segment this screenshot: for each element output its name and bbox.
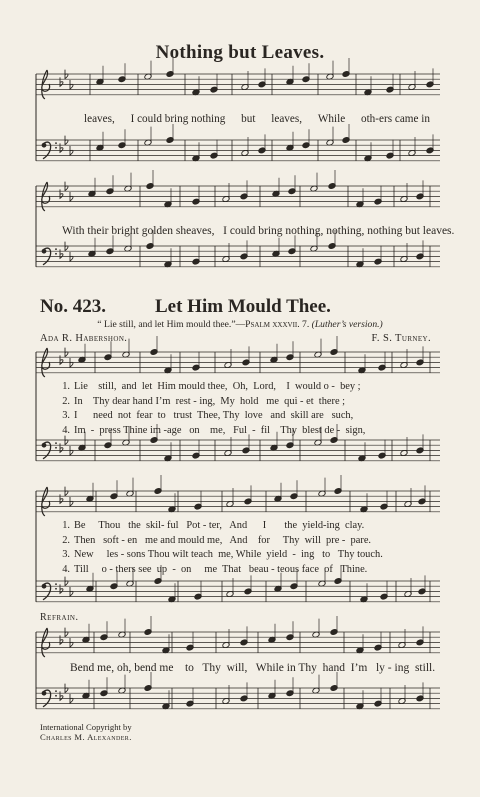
lyric-word: While — [317, 113, 346, 125]
copyright-holder: Charles M. Alexander. — [40, 732, 132, 742]
lyric-word: oth-ers came in — [360, 113, 430, 125]
flat-sign — [70, 497, 73, 506]
verse-number: 4. — [62, 563, 70, 575]
bass-clef — [42, 143, 47, 148]
bass-clef — [55, 447, 57, 449]
bass-clef — [42, 443, 47, 448]
flat-sign — [60, 249, 63, 258]
flat-sign — [65, 628, 68, 637]
flat-sign — [60, 443, 63, 452]
flat-sign — [70, 446, 73, 455]
verse-text: Im - press Thine im -age on me, Ful - fil Thy blest de - sign, — [74, 424, 366, 436]
flat-sign — [70, 252, 73, 261]
bass-clef — [55, 690, 57, 692]
verse-number: 4. — [62, 424, 70, 436]
hymn-title: Let Him Mould Thee. — [155, 296, 331, 317]
verse-line — [54, 380, 365, 395]
flat-sign — [60, 494, 63, 503]
verse-line — [54, 395, 365, 410]
flat-sign — [70, 587, 73, 596]
refrain-lyric: Bend me, oh, bend me to Thy will, While in Thy hand I’m ly - ing still. — [70, 662, 436, 674]
verse-line — [54, 424, 365, 439]
flat-sign — [65, 348, 68, 357]
flat-sign — [60, 635, 63, 644]
flat-sign — [65, 136, 68, 145]
hymn-composer: F. S. Turney. — [371, 333, 431, 344]
lyric-word: leaves, — [84, 113, 115, 125]
bass-clef — [42, 691, 47, 696]
bass-clef — [55, 588, 57, 590]
bass-clef — [55, 583, 57, 585]
verse-line — [54, 534, 383, 549]
flat-sign — [65, 577, 68, 586]
flat-sign — [70, 694, 73, 703]
verse-number: 2. — [62, 534, 70, 546]
copyright-notice — [40, 722, 132, 742]
epigraph-note: (Luther’s version.) — [311, 319, 383, 330]
hymn-epigraph — [0, 319, 480, 330]
lyric-word: I could bring nothing — [130, 113, 226, 125]
flat-sign — [65, 487, 68, 496]
bass-clef — [55, 142, 57, 144]
flat-sign — [60, 189, 63, 198]
verse-line — [54, 548, 383, 563]
verse-number: 1. — [62, 520, 70, 531]
flat-sign — [65, 70, 68, 79]
bass-clef — [55, 442, 57, 444]
flat-sign — [70, 638, 73, 647]
hymn-number: No. 423. — [40, 296, 106, 317]
verse-text: I need not fear to trust Thee, Thy love and skill are such, — [74, 410, 354, 421]
verse-text: Then soft - en me and mould me, And for Thy will pre - pare. — [74, 534, 372, 546]
bass-clef — [55, 253, 57, 255]
flat-sign — [65, 684, 68, 693]
top-hymn-lyric-line2: With their bright golden sheaves, I could bring nothing, nothing, nothing but leaves. — [62, 225, 455, 237]
verse-text: In Thy dear hand I’m rest - ing, My hold me qui - et there ; — [74, 395, 346, 407]
lyric-word: leaves, — [271, 113, 303, 125]
refrain-label: Refrain. — [40, 612, 79, 623]
flat-sign — [65, 242, 68, 251]
flat-sign — [70, 192, 73, 201]
bass-clef — [42, 584, 47, 589]
bass-clef — [55, 248, 57, 250]
system2-verses — [54, 519, 383, 577]
copyright-line: International Copyright by — [40, 722, 132, 732]
verse-line — [54, 409, 365, 424]
verse-text: Lie still, and let Him mould thee, Oh, Lord, I would o - bey ; — [74, 381, 361, 392]
flat-sign — [70, 80, 73, 89]
lyric-word: but — [241, 113, 256, 125]
verse-line — [54, 519, 383, 534]
bass-clef — [55, 147, 57, 149]
top-hymn-title: Nothing but Leaves. — [155, 42, 325, 63]
bass-clef — [55, 695, 57, 697]
verse-number: 2. — [62, 395, 70, 407]
flat-sign — [70, 358, 73, 367]
epigraph-quote: “ Lie still, and let Him mould thee.”— — [97, 319, 246, 330]
verse-text: New les - sons Thou wilt teach me, While yield - ing to Thy touch. — [74, 549, 383, 560]
top-hymn-lyric-line1 — [84, 113, 430, 125]
epigraph-reference: Psalm xxxvii. 7. — [245, 319, 310, 330]
verse-number: 3. — [62, 549, 70, 560]
verse-text: Till o - thers see up - on me That beau - teous face of Thine. — [74, 563, 368, 575]
flat-sign — [60, 143, 63, 152]
verse-number: 3. — [62, 410, 70, 421]
verse-text: Be Thou the skil- ful Pot - ter, And I the yield-ing clay. — [74, 520, 365, 531]
flat-sign — [60, 584, 63, 593]
flat-sign — [60, 691, 63, 700]
system1-verses — [54, 380, 365, 438]
hymn-author: Ada R. Habershon. — [40, 333, 128, 344]
verse-number: 1. — [62, 381, 70, 392]
flat-sign — [70, 146, 73, 155]
flat-sign — [65, 182, 68, 191]
flat-sign — [60, 77, 63, 86]
flat-sign — [60, 355, 63, 364]
verse-line — [54, 563, 383, 578]
bass-clef — [42, 249, 47, 254]
